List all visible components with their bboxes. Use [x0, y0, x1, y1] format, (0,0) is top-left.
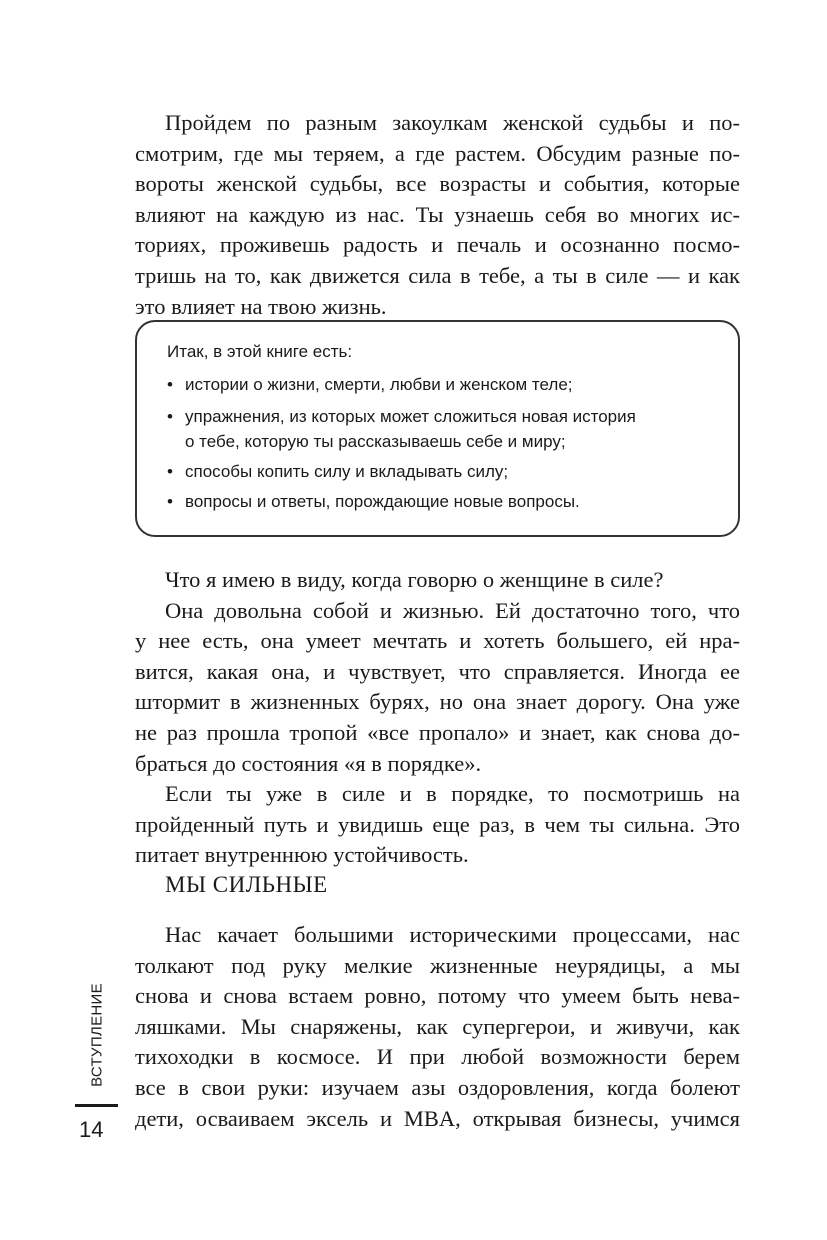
box-item: упражнения, из которых может сложиться новая история — [185, 407, 636, 426]
text-line: Что я имею в виду, когда говорю о женщине в силе? — [165, 567, 664, 592]
box-item: способы копить силу и вкладывать силу; — [185, 462, 509, 481]
box-item: истории о жизни, смерти, любви и женском теле; — [185, 375, 573, 394]
text-line: вится, какая она, и чувствует, что справляется. Иногда ее — [135, 658, 740, 684]
text-line: влияют на каждую из нас. Ты узнаешь себя во многих ис- — [135, 201, 740, 227]
text-line: это влияет на твою жизнь. — [135, 293, 387, 319]
text-line: у нее есть, она умеет мечтать и хотеть большего, ей нра- — [135, 628, 740, 654]
text-line: тришь на то, как движется сила в тебе, а ты в силе — и как — [135, 262, 740, 288]
section-heading: МЫ СИЛЬНЫЕ — [165, 872, 328, 897]
section-label-text: ВСТУПЛЕНИЕ — [88, 983, 106, 1087]
text-line: Если ты уже в силе и в порядке, то посмотришь на — [165, 781, 740, 806]
box-item: вопросы и ответы, порождающие новые вопросы. — [185, 492, 580, 511]
paragraph-4 — [135, 779, 740, 871]
text-line: смотрим, где мы теряем, а где растем. Обсудим разные по- — [135, 140, 740, 166]
bullet-icon: • — [167, 462, 173, 481]
box-item-continued: о тебе, которую ты рассказываешь себе и миру; — [185, 432, 566, 451]
text-line: питает внутреннюю устойчивость. — [135, 842, 469, 868]
text-line: ляшками. Мы снаряжены, как супергерои, и живучи, как — [135, 1013, 740, 1039]
paragraph-5 — [135, 920, 740, 1134]
text-line: тихоходки в космосе. И при любой возможности берем — [135, 1044, 740, 1070]
bullet-icon: • — [167, 492, 173, 511]
text-line: снова и снова встаем ровно, потому что умеем быть нева- — [135, 983, 740, 1009]
section-label — [84, 985, 110, 1085]
bullet-icon: • — [167, 407, 173, 426]
text-line: не раз прошла тропой «все пропало» и знает, как снова до- — [135, 719, 740, 745]
text-line: толкают под руку мелкие жизненные неурядицы, а мы — [135, 952, 740, 978]
paragraph-3 — [135, 596, 740, 780]
paragraph-2 — [135, 565, 740, 596]
book-contents-box — [135, 320, 740, 537]
bullet-icon: • — [167, 375, 173, 394]
page-number: 14 — [79, 1117, 104, 1142]
text-line: браться до состояния «я в порядке». — [135, 750, 482, 776]
text-line: вороты женской судьбы, все возрасты и события, которые — [135, 171, 740, 197]
box-intro: Итак, в этой книге есть: — [167, 342, 353, 361]
text-line: штормит в жизненных бурях, но она знает дорогу. Она уже — [135, 689, 740, 715]
divider — [75, 1104, 118, 1107]
text-line: Пройдем по разным закоулкам женской судьбы и по- — [165, 110, 740, 135]
text-line: Она довольна собой и жизнью. Ей достаточно того, что — [165, 597, 740, 623]
text-line: пройденный путь и увидишь еще раз, в чем ты сильна. Это — [135, 811, 740, 837]
text-line: дети, осваиваем эксель и MBA, открывая бизнесы, учимся — [135, 1105, 740, 1131]
text-line: Нас качает большими историческими процессами, нас — [165, 922, 740, 947]
text-line: ториях, проживешь радость и печаль и осознанно посмо- — [135, 232, 740, 258]
text-line: все в свои руки: изучаем азы оздоровления, когда болеют — [135, 1074, 740, 1100]
paragraph-1 — [135, 108, 740, 322]
